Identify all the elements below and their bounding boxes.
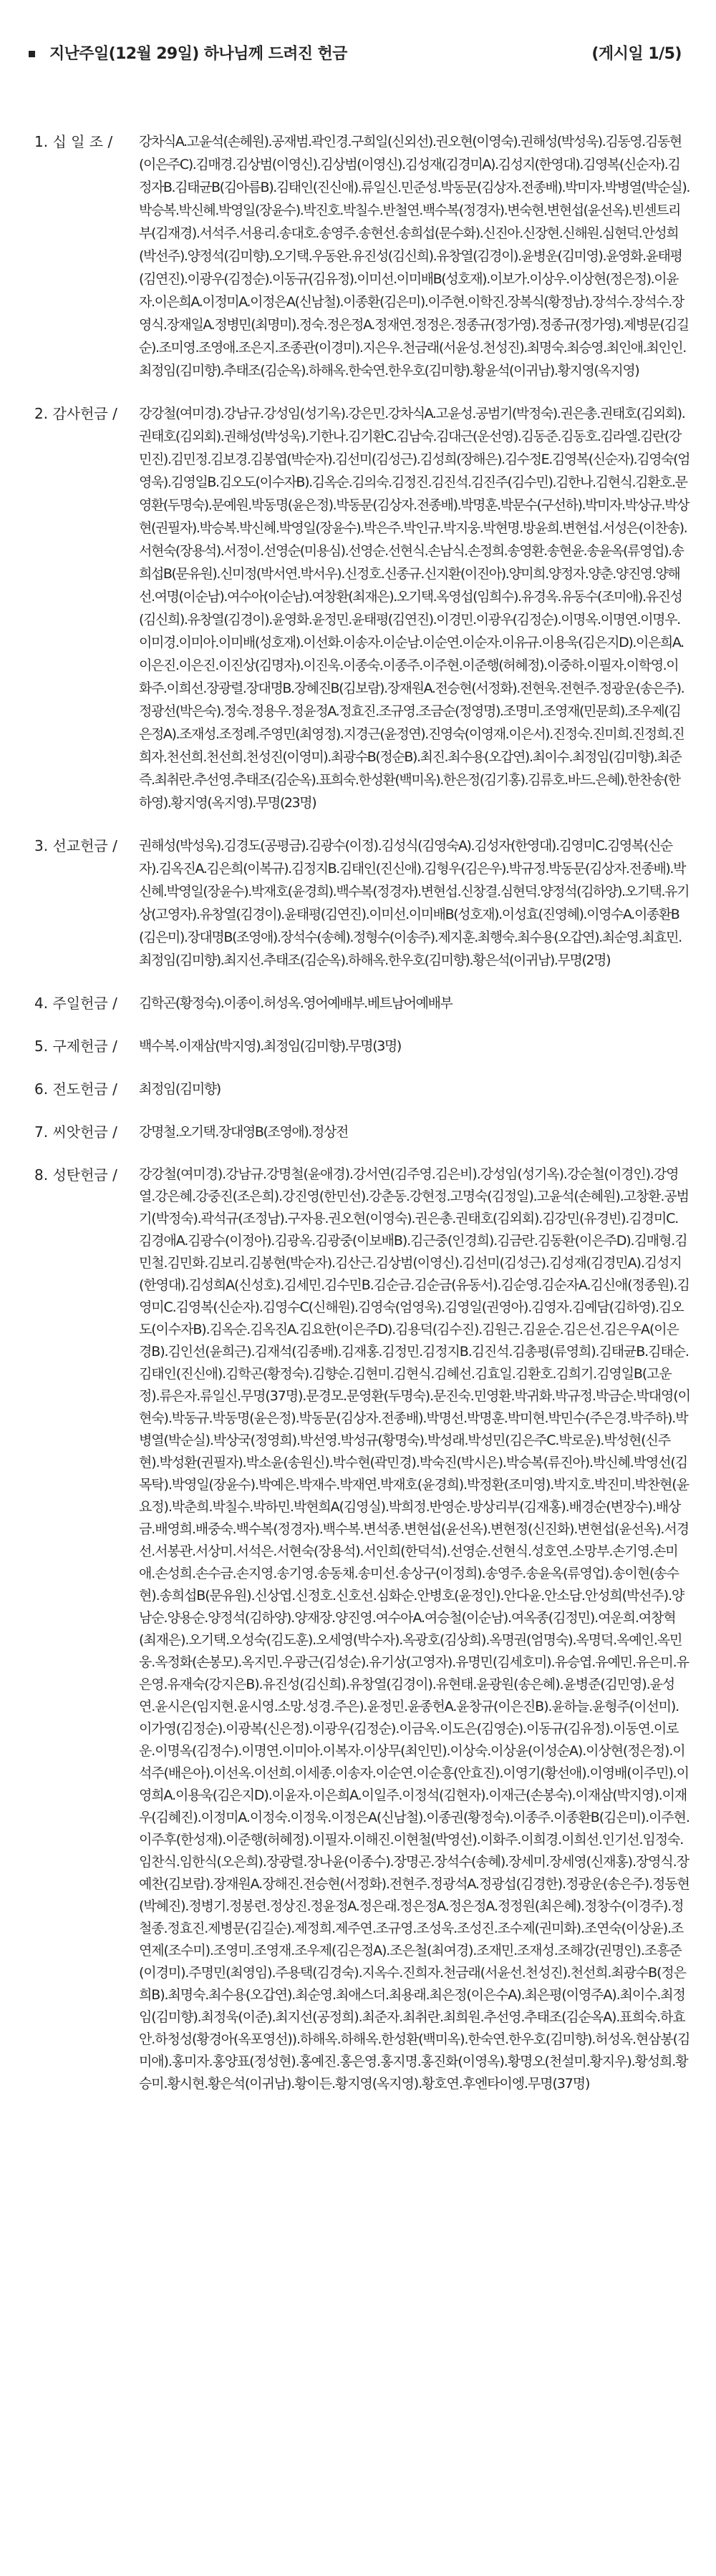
- section-evangelism: [23, 1078, 693, 1101]
- page-title: 지난주일(12월 29일) 하나님께 드려진 헌금: [49, 45, 347, 63]
- section-label: 3. 선교헌금 /: [34, 837, 117, 854]
- section-label: 1. 십 일 조 /: [34, 133, 113, 150]
- section-contributors: 김학곤(황정숙).이종이.허성옥.영어예배부.베트남어예배부: [139, 995, 453, 1011]
- section-label: 5. 구제헌금 /: [34, 1038, 117, 1055]
- section-contributors: 강강철(여미경).강남규.강명철(윤애경).강서연(김주영.김은비).강성임(성기옥).강순철(이경인).강영열.강은혜.강중진(조은희).강진영(한민선).강춘동.강현정.고명숙(김정일).고윤석(손혜원).고창환.공범기(박정숙).곽석규(조정남).구자용.권오현(이영숙).권은총.권태호(김외회).김강민(유경빈).김경미C.김경애A.김광수(이정아).김광옥.김광중(이보배B).김근중(인경희).김금란.김동환(이은주D).김매형.김민철.김민화.김보리.김봉현(박순자).김산근.김상범(이영신).김선미(김성근).김성재(김경민A).김성지(한영대).김성희A(신성호).김세민.김수민B.김순금.김순금(유동서).김순영.김순자A.김신애(정종원).김영미C.김영복(신순자).김영수C(신해원).김영숙(엄영욱).김영일(권영아).김영자.김예담(김하영).김오도(이수자B).김옥순.김옥진A.김요한(이은주D).김용덕(김수진).김원근.김윤순.김은선.김은우A(이은경B).김인선(윤희근).김재석(김종배).김재홍.김정민.김정지B.김진석.김총평(류영희).김태균B.김태순.김태인(진신애).김학곤(황정숙).김향순.김현미.김현식.김혜선.김효일.김환호.김희기.김영일B(고운정).류은자.류일신.무명(37명).문경모.문영환(두명숙).문진숙.민영환.박귀화.박규정.박금순.박대영(이현숙).박동규.박동명(윤은정).박동문(김상자.전종배).박명선.박명훈.박미현.박민수(주은경.박주하).박병열(박순실).박상국(정영희).박선영.박성규(황명숙).박성래.박성민(김은주C.박로운).박성현(신주현).박성환(권필자).박소윤(송원신).박수현(곽민경).박숙진(박시은).박승복(류진아).박신혜.박영선(김목탁).박영일(장윤수).박예은.박재수.박재연.박재호(윤경희).박정환(조미영).박지호.박진미.박찬현(윤요정).박춘희.박칠수.박하민.박현희A(김영실).박희정.반영순.방상리부(김재홍).배경순(변장수).배상금.배영희.배중숙.백수복(정경자).백수복.변석종.변현섭(윤선옥).변현정(신진화).변현섭(윤선옥).서경선.서봉관.서상미.서석은.서현숙(장용석).서인희(한덕석).선영순.선현식.성호연.소망부.손기영.손미애.손성희.손수금.손지영.송기영.송동채.송미선.송상구(이정희).송영주.송윤옥(류영업).송이현(송수현).송희섭B(문유원).신상엽.신정호.신호선.심화순.안병호(윤정인).안다윤.안소담.안성희(박선주).양남순.양용순.양정석(김하양).양재장.양진영.여수아A.여승철(이순남).여옥종(김정민).여운희.여창혁(최재은).오기택.오성숙(김도훈).오세영(박수자).옥광호(김상희).옥명권(엄명숙).옥명덕.옥예인.옥민웅.옥정화(손봉모).옥지민.우광근(김성순).유기상(고영자).유명민(김세호미).유승엽.유예민.유은미.유은영.유재숙(강지은B).유진성(김신희).유창열(김경이).유현태.윤광원(송은혜).윤병준(김민영).윤성연.윤시은(임지현.윤시영.소망.성경.주은).윤정민.윤종헌A.윤창규(이은진B).윤하늘.윤형주(이선미).이가영(김정순).이광복(신은정).이광우(김정순).이금옥.이도은(김영순).이동규(김유정).이동연.이로운.이명옥(김정수).이명연.이미아.이복자.이상무(최인민).이상숙.이상윤(이성순A).이상현(정은정).이석주(배은아).이선옥.이선희.이세종.이송자.이순연.이순흥(안효진).이영기(황선애).이영배(이주민).이영희A.이용욱(김은지D).이윤자.이은희A.이일주.이정석(김현자).이재근(손봉숙).이재삼(박지영).이재우(김혜진).이정미A.이정숙.이정욱.이정은A(신남철).이종권(황정숙).이종주.이종환B(김은미).이주현.이주후(한성재).이준행(허혜정).이필자.이해진.이현철(박영선).이화주.이희경.이희선.인기선.임정숙.임찬식.임한식(오은희).장광렬.장나윤(이종수).장명곤.장석수(송혜).장세미.장세영(신재홍).장영식.장예찬(김보람).장재원A.장해진.전승현(서정화).전현주.정광석A.정광섭(김경한).정광운(송은주).정동현(박혜진).정병기.정봉련.정상진.정윤정A.정은래.정은정A.정은정A.정정원(최은혜).정창수(이경주).정철종.정효진.제병문(김길순).제정희.제주연.조규영.조성욱.조성진.조수제(권미화).조연숙(이상윤).조연제(조수미).조영미.조영재.조우제(김은정A).조은철(최여경).조재민.조재성.조해강(권명인).조흥준(이경미).주명민(최영임).주용택(김경숙).지옥수.진희자.천금래(서윤선.천성진).천선희.최광수B(정은희B).최명숙.최수용(오갑연).최순영.최애스더.최용래.최은정(이은수A).최은평(이영주A).최이수.최정임(김미향).최정욱(이준).최지선(공정희).최준자.최취란.최희원.추선영.추태조(김순옥A).표희숙.하효안.하청성(황경아(옥포영선)).하해옥.하해옥.한성환(백미옥).한숙연.한우호(김미향).허성옥.현삼봉(김미애).홍미자.홍양표(정성현).홍예진.홍은영.홍지명.홍진화(이영옥).황명오(천설미.황지우).황성희.황승미.황시현.황은석(이귀남).황이든.황지영(옥지영).황호연.후엔타이엥.무명(37명): [139, 1166, 690, 2092]
- section-contributors: 강차식A.고윤석(손헤원).공재범.곽인경.구희일(신외선).권오현(이영숙).권해성(박성욱).김동영.김동현(이은주C).김매경.김상범(이영신).김상범(이영신).김성재(김경미A).김성지(한영대).김영복(신순자).김정자B.김태균B(김아름B).김태인(진신애).류일신.민준성.박동문(김상자.전종배).박미자.박병열(박순실).박승복.박신혜.박영일(장윤수).박진호.박칠수.반철연.백수복(정경자).변숙현.변현섭(윤선옥).빈센트리부(김재경).서석주.서용리.송대호.송영주.송현선.송희섭(문수화).신진아.신장현.신해원.심현덕.안성희(박선주).양정석(김미향).오기택.우동완.유진성(김신희).유창열(김경이).윤병운(김미영).윤영화.윤태평(김연진).이광우(김정순).이동규(김유정).이미선.이미배B(성호재).이보가.이상우.이상현(정은정).이윤자.이은희A.이정미A.이정은A(신남철).이종환(김은미).이주현.이학진.장복식(황정남).장석수.장석수.장영식.장재일A.정병민(최명미).정숙.정은정A.정재연.정정은.정종규(정가영).정종규(정가영).제병문(김길순).조미영.조영애.조은지.조종관(이경미).지은우.천금래(서윤성.천성진).최명숙.최승영.최인애.최인인.최정임(김미향).추태조(김순옥).하해옥.한숙연.한우호(김미향).황윤석(이귀남).황지영(옥지영): [139, 134, 690, 379]
- section-christmas: [23, 1163, 693, 2095]
- section-label: 4. 주일헌금 /: [34, 995, 117, 1012]
- section-label: 6. 전도헌금 /: [34, 1080, 117, 1098]
- section-thanksgiving: [23, 402, 693, 814]
- page-header: [23, 42, 693, 73]
- section-seed: [23, 1121, 693, 1143]
- offering-sections: [23, 130, 693, 2095]
- section-label: 7. 씨앗헌금 /: [34, 1123, 117, 1141]
- section-contributors: 강명철.오기택.장대영B(조영애).정상전: [139, 1124, 348, 1140]
- section-contributors: 강강철(여미경).강남규.강성임(성기옥).강은민.강차식A.고윤성.공범기(박정숙).권은총.권태호(김외회).권태호(김외회).권해성(박성욱).기한나.김기환C.김남숙.김대근(운선영).김동준.김동호.김라엘.김란(강민진).김민정.김보경.김봉엽(박순자).김선미(김성근).김성희(장해은).김수정E.김영복(신순자).김영숙(엄영욱).김영일B.김오도(이수자B).김옥순.김의숙.김정진.김진석.김진주(김수민).김한나.김현식.김환호.문영환(두명숙).문예원.박동명(윤은정).박동문(김상자.전종배).박명훈.박문수(구선하).박미자.박상규.박상현(권필자).박승복.박신혜.박영일(장윤수).박은주.박인규.박지웅.박현명.방윤희.변현섭.서성은(이찬송).서현숙(장용석).서정이.선영순(미용심).선영순.선현식.손남식.손정희.송영환.송현윤.송윤옥(류영업).송희섭B(문유원).신미정(박서연.박서우).신정호.신종규.신지환(이진아).양미희.양정자.양춘.양진영.양해선.여명(이순남).여수아(이순남).여창환(최재은).오기택.옥영섭(임희수).유경옥.유동수(조미애).유진성(김신희).유창열(김경이).윤영화.윤정민.윤태평(김연진).이경민.이광우(김정순).이명옥.이명연.이명우.이미경.이미아.이미배(성호재).이선화.이송자.이순남.이순연.이순자.이유규.이용욱(김은지D).이은희A.이은진.이은진.이진상(김명자).이진욱.이종숙.이종주.이주현.이준행(허혜정).이중하.이필자.이학영.이화주.이희선.장광렬.장대명B.장혜진B(김보람).장재원A.전승현(서정화).전현욱.전현주.정광운(송은주).정광선(박은숙).정숙.정용우.정윤정A.정효진.조규영.조금순(정영명).조명미.조영재(민문희).조우제(김은정A).조재성.조정례.주영민(최영정).지경근(윤정연).진영숙(이영재.이은서).진정숙.진미희.진정희.진희자.천선희.천선희.천성진(이영미).최광수B(정순B).최진.최수용(오갑연).최이수.최정임(김미향).최준즉.최취란.추선영.추태조(김순옥).표희숙.한성환(백미옥).한은정(김기홍).김류호.바드.은혜).한찬송(한하영).황지영(옥지영).무명(23명): [139, 406, 690, 811]
- section-mission: [23, 834, 693, 972]
- section-relief: [23, 1035, 693, 1058]
- page-indicator: (게시일 1/5): [591, 45, 682, 63]
- section-contributors: 백수복.이재삼(박지영).최정임(김미향).무명(3명): [139, 1038, 401, 1054]
- section-sunday: [23, 992, 693, 1015]
- square-bullet-icon: [29, 51, 35, 57]
- section-label: 8. 성탄헌금 /: [34, 1166, 117, 1184]
- section-tithe: [23, 130, 693, 382]
- section-contributors: 최정임(김미향): [139, 1081, 221, 1097]
- section-label: 2. 감사헌금 /: [34, 405, 117, 422]
- header-left: [23, 42, 347, 64]
- section-contributors: 권해성(박성욱).김경도(공평금).김광수(이정).김성식(김영숙A).김성자(한영대).김영미C.김영복(신순자).김옥진A.김은희(이복규).김정지B.김태인(진신애).김형우(김은우).박규정.박동문(김상자.전종배).박신혜.박영일(장윤수).박재호(윤경희).백수복(정경자).변현섭.신창결.심현덕.양정석(김하양).오기택.유기상(고영자).유창열(김경이).윤태평(김연진).이미선.이미배B(성호재).이성효(진영혜).이영수A.이종환B(김은미).장대명B(조영애).장석수(송혜).정형수(이송주).제지훈.최행숙.최수용(오갑연).최순영.최효민.최정임(김미향).최지선.추태조(김순옥).하해옥.한우호(김미향).황은석(이귀남).무명(2명): [139, 838, 690, 968]
